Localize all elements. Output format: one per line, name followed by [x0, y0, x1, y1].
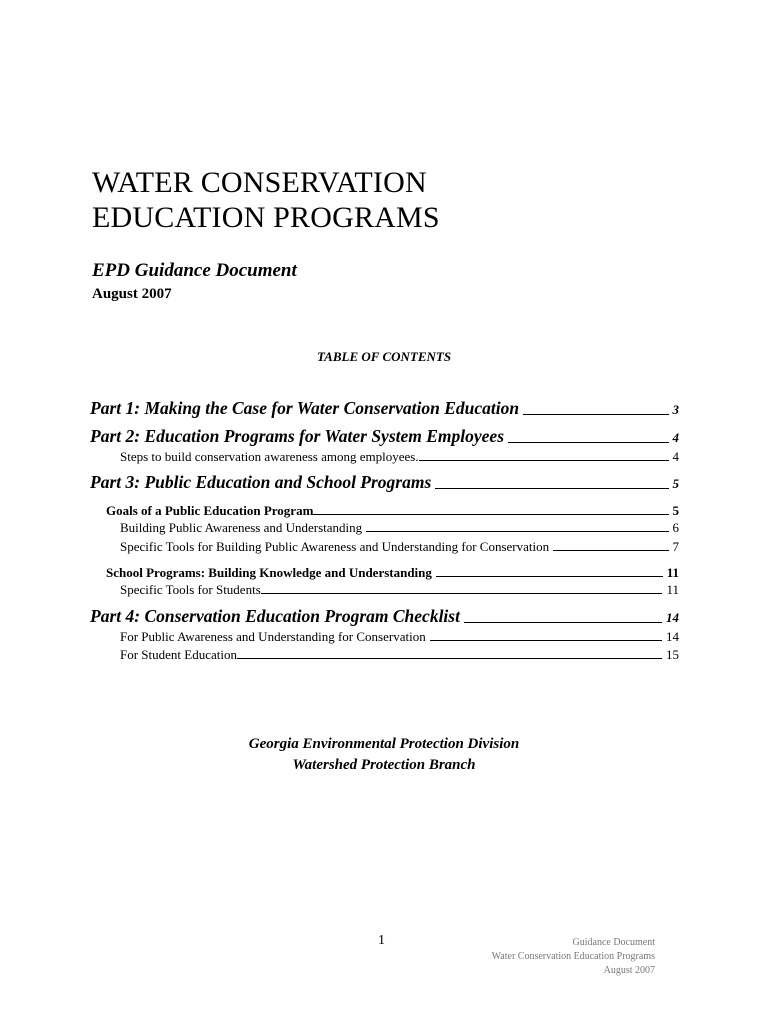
document-date: August 2007 — [92, 286, 172, 302]
toc-entry-label: Specific Tools for Students — [120, 582, 261, 597]
document-title-line-2: EDUCATION PROGRAMS — [92, 201, 440, 234]
toc-entry-label: For Public Awareness and Understanding for Conservation — [120, 629, 426, 644]
toc-entry-label: Goals of a Public Education Program — [106, 503, 314, 518]
toc-entry-label: For Student Education — [120, 647, 237, 662]
toc-entry-label: Part 4: Conservation Education Program Checklist — [90, 606, 460, 626]
toc-entry-part-3[interactable] — [90, 472, 679, 493]
running-footer-line-1: Guidance Document — [572, 937, 655, 948]
toc-leader-line — [261, 593, 663, 594]
toc-leader-line — [464, 622, 662, 623]
toc-entry-page: 11 — [666, 565, 679, 580]
toc-entry-checklist-public[interactable] — [120, 629, 679, 645]
toc-entry-public-tools[interactable] — [120, 539, 679, 555]
toc-entry-public-awareness[interactable] — [120, 520, 679, 536]
toc-entry-page: 14 — [666, 629, 679, 644]
toc-leader-line — [435, 488, 668, 489]
page-number: 1 — [378, 933, 385, 948]
toc-entry-page: 4 — [672, 449, 679, 464]
toc-entry-student-tools[interactable] — [120, 582, 679, 598]
document-subtitle: EPD Guidance Document — [92, 260, 297, 281]
toc-entry-page: 4 — [672, 430, 679, 445]
toc-entry-label: Part 2: Education Programs for Water System Employees — [90, 426, 505, 446]
toc-entry-label: Part 3: Public Education and School Programs — [90, 472, 432, 492]
running-footer-line-2: Water Conservation Education Programs — [491, 951, 655, 962]
toc-entry-page: 3 — [672, 402, 679, 417]
toc-leader-line — [237, 658, 662, 659]
organization-branch: Watershed Protection Branch — [292, 757, 476, 773]
organization-name: Georgia Environmental Protection Division — [248, 736, 520, 752]
toc-entry-checklist-student[interactable] — [120, 647, 679, 663]
toc-entry-goals[interactable] — [106, 503, 679, 519]
toc-entry-label: Part 1: Making the Case for Water Conservation Education — [90, 398, 520, 418]
toc-entry-page: 14 — [666, 610, 679, 625]
toc-entry-page: 5 — [672, 503, 679, 518]
toc-entry-label: Specific Tools for Building Public Awareness and Understanding for Conservation — [120, 539, 550, 554]
toc-entry-part-2[interactable] — [90, 426, 679, 447]
toc-entry-part-4[interactable] — [90, 606, 679, 627]
toc-entry-part-1[interactable] — [90, 398, 679, 419]
toc-leader-line — [313, 514, 668, 515]
toc-leader-line — [508, 442, 668, 443]
toc-entry-school-programs[interactable] — [106, 565, 679, 581]
toc-entry-label: Steps to build conservation awareness among employees. — [120, 449, 419, 464]
toc-entry-page: 6 — [672, 520, 679, 535]
toc-leader-line — [430, 640, 662, 641]
running-footer-line-3: August 2007 — [603, 965, 655, 976]
toc-entry-label: School Programs: Building Knowledge and Understanding — [106, 565, 432, 580]
toc-entry-employees-steps[interactable] — [120, 449, 679, 465]
toc-entry-page: 7 — [672, 539, 679, 554]
toc-leader-line — [419, 460, 669, 461]
toc-leader-line — [553, 550, 668, 551]
toc-entry-page: 15 — [666, 647, 679, 662]
toc-entry-page: 5 — [672, 476, 679, 491]
document-title-line-1: WATER CONSERVATION — [92, 166, 427, 199]
toc-leader-line — [366, 531, 668, 532]
toc-leader-line — [436, 576, 663, 577]
toc-heading: TABLE OF CONTENTS — [316, 349, 452, 364]
toc-entry-label: Building Public Awareness and Understanding — [120, 520, 363, 535]
toc-leader-line — [523, 414, 668, 415]
toc-entry-page: 11 — [666, 582, 679, 597]
